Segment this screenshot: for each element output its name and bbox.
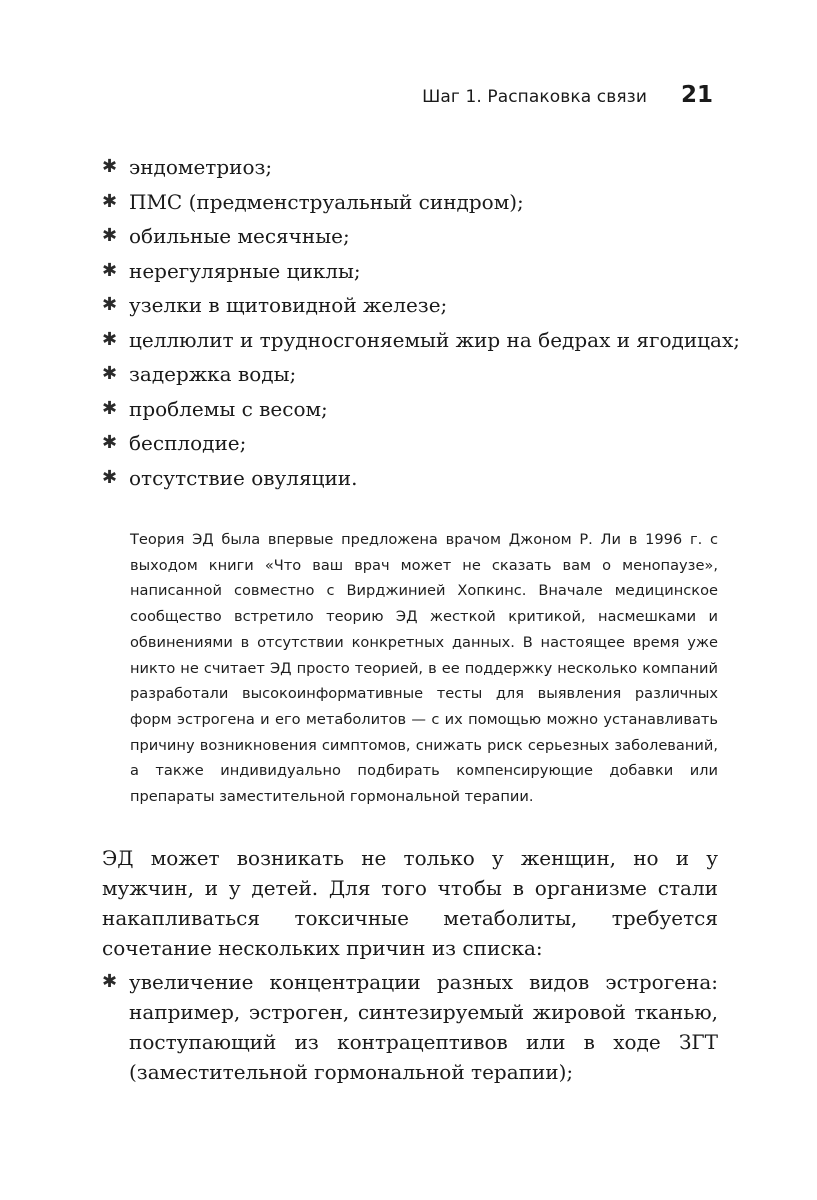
list-item (102, 461, 722, 495)
list-item-text: узелки в щитовидной железе; (129, 293, 448, 317)
list-item (102, 357, 722, 391)
list-item (102, 967, 718, 1087)
list-item-text: задержка воды; (129, 362, 297, 386)
section-title: Шаг 1. Распаковка связи (422, 87, 647, 107)
running-head (422, 82, 713, 108)
list-item (102, 219, 722, 253)
list-item (102, 254, 722, 288)
star-bullet-icon: ✱ (102, 971, 118, 992)
list-item-text: эндометриоз; (129, 155, 273, 179)
star-bullet-icon: ✱ (102, 432, 118, 453)
star-bullet-icon: ✱ (102, 156, 118, 177)
sidebar-note: Теория ЭД была впервые предложена врачом Джоном Р. Ли в 1996 г. с выходом книги «Что ваш врач может не сказать вам о менопаузе», написанной совместно с Вирджинией Хопкинс. Вначале медицинское сообщество встретило теорию ЭД жесткой критикой, насмешками и обвинениями в отсутствии конкретных данных. В настоящее время уже никто не считает ЭД просто теорией, в ее поддержку несколько компаний разработали высокоинформативные тесты для выявления различных форм эстрогена и его метаболитов — с их помощью можно устанавливать причину возникновения симптомов, снижать риск серьезных заболеваний, а также индивидуально подбирать компенсирующие добавки или препараты заместительной гормональной терапии. (130, 531, 718, 806)
list-item-text: ПМС (предменструальный синдром); (129, 189, 524, 214)
list-item-text: нерегулярные циклы; (129, 258, 361, 283)
star-bullet-icon: ✱ (102, 190, 118, 212)
page-number: 21 (680, 82, 713, 108)
star-bullet-icon: ✱ (102, 397, 118, 419)
star-bullet-icon: ✱ (102, 328, 118, 350)
star-bullet-icon: ✱ (102, 225, 118, 246)
symptom-list (102, 150, 740, 495)
list-item-text: отсутствие овуляции. (129, 465, 358, 490)
list-item (102, 323, 740, 357)
list-item-text: обильные месячные; (129, 224, 350, 248)
list-item (102, 392, 722, 426)
list-item-text: увеличение концентрации разных видов эстрогена: например, эстроген, синтезируемый жировой тканью, поступающий из контрацептивов или в ходе ЗГТ (заместительной гормональной терапии); (129, 970, 718, 1084)
list-item (102, 150, 722, 184)
list-item (102, 288, 722, 322)
star-bullet-icon: ✱ (102, 363, 118, 384)
list-item-text: бесплодие; (129, 431, 247, 455)
body-paragraph: ЭД может возникать не только у женщин, но и у мужчин, и у детей. Для того чтобы в организме стали накапливаться токсичные метаболиты, требуется сочетание нескольких причин из списка: (102, 846, 718, 960)
star-bullet-icon: ✱ (102, 294, 118, 315)
list-item (102, 426, 722, 460)
list-item-text: проблемы с весом; (129, 396, 328, 421)
list-item (102, 185, 722, 219)
star-bullet-icon: ✱ (102, 259, 118, 281)
cause-list (102, 967, 718, 1087)
list-item-text: целлюлит и трудносгоняемый жир на бедрах и ягодицах; (129, 327, 740, 352)
star-bullet-icon: ✱ (102, 466, 118, 488)
